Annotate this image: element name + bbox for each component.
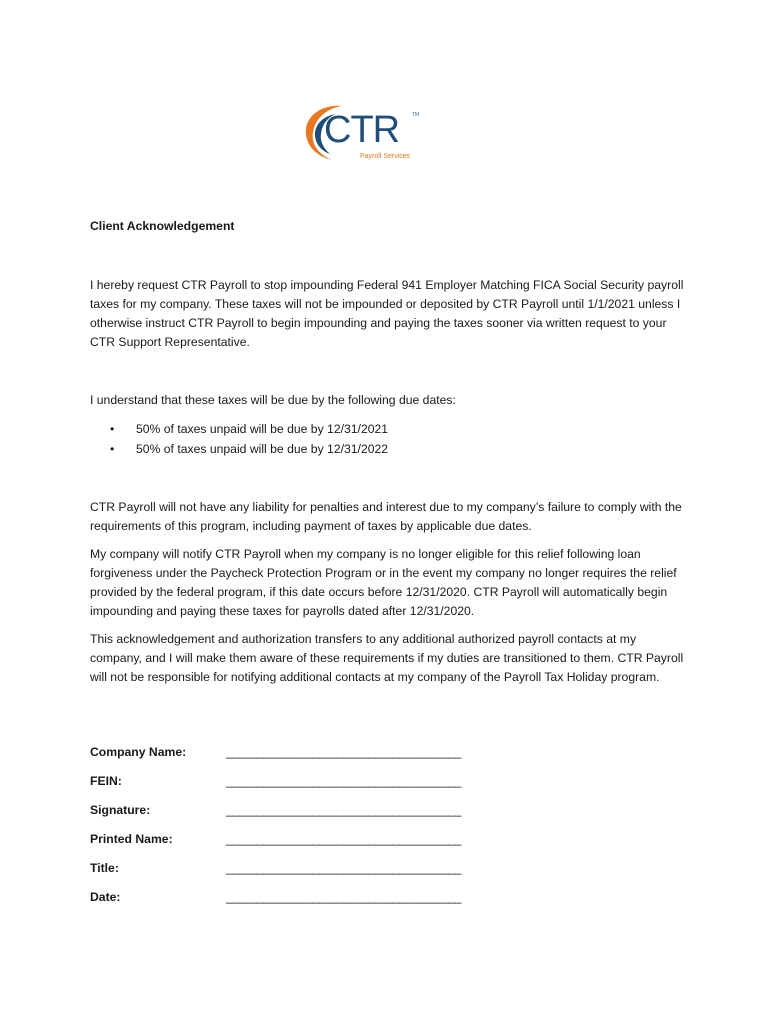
logo-subtitle: Payroll Services bbox=[360, 153, 411, 160]
liability-paragraph: CTR Payroll will not have any liability for penalties and interest due to my company’s failure to comply with the requirements of this program, including payment of taxes by applicable due dates. bbox=[90, 500, 682, 533]
company-name-field[interactable] bbox=[90, 745, 510, 765]
authorization-paragraph: This acknowledgement and authorization transfers to any additional authorized payroll contacts at my company, and I will make them aware of these requirements if my duties are transitioned to them. CTR Payroll will not be responsible for notifying additional contacts at my company of the Payroll Tax Holiday program. bbox=[90, 632, 684, 684]
blank-line[interactable]: ______________________________________ bbox=[226, 861, 461, 875]
blank-line[interactable]: ______________________________________ bbox=[226, 745, 461, 759]
field-label: Company Name: bbox=[90, 745, 187, 759]
request-paragraph: I hereby request CTR Payroll to stop impounding Federal 941 Employer Matching FICA Social Security payroll taxes for my company. These taxes will not be impounded or deposited by CTR Payroll until 1/1/2021 unless I otherwise instruct CTR Payroll to begin impounding and paying the taxes sooner via written request to your CTR Support Representative. bbox=[90, 278, 684, 349]
blank-line[interactable]: ______________________________________ bbox=[226, 774, 461, 788]
trademark-mark: TM bbox=[412, 112, 420, 118]
title-field[interactable] bbox=[90, 861, 510, 881]
signature-field[interactable] bbox=[90, 803, 510, 823]
blank-line[interactable]: ______________________________________ bbox=[226, 890, 461, 904]
due-dates-list bbox=[110, 420, 388, 459]
field-label: Date: bbox=[90, 890, 121, 904]
due-dates-intro: I understand that these taxes will be due by the following due dates: bbox=[90, 393, 456, 407]
blank-line[interactable]: ______________________________________ bbox=[226, 803, 461, 817]
field-label: FEIN: bbox=[90, 774, 122, 788]
field-label: Title: bbox=[90, 861, 119, 875]
list-item: • 50% of taxes unpaid will be due by 12/31/2022 bbox=[110, 440, 388, 460]
document-title: Client Acknowledgement bbox=[90, 219, 235, 233]
date-field[interactable] bbox=[90, 890, 510, 910]
ctr-logo bbox=[302, 100, 427, 166]
list-item: • 50% of taxes unpaid will be due by 12/31/2021 bbox=[110, 420, 388, 440]
blank-line[interactable]: ______________________________________ bbox=[226, 832, 461, 846]
field-label: Printed Name: bbox=[90, 832, 173, 846]
fein-field[interactable] bbox=[90, 774, 510, 794]
printed-name-field[interactable] bbox=[90, 832, 510, 852]
field-label: Signature: bbox=[90, 803, 151, 817]
notification-paragraph: My company will notify CTR Payroll when my company is no longer eligible for this relief following loan forgiveness under the Paycheck Protection Program or in the event my company no longer requires the relief provided by the federal program, if this date occurs before 12/31/2020. CTR Payroll will automatically begin impounding and paying these taxes for payrolls dated after 12/31/2020. bbox=[90, 547, 677, 618]
svg-text:CTR: CTR bbox=[324, 109, 400, 151]
